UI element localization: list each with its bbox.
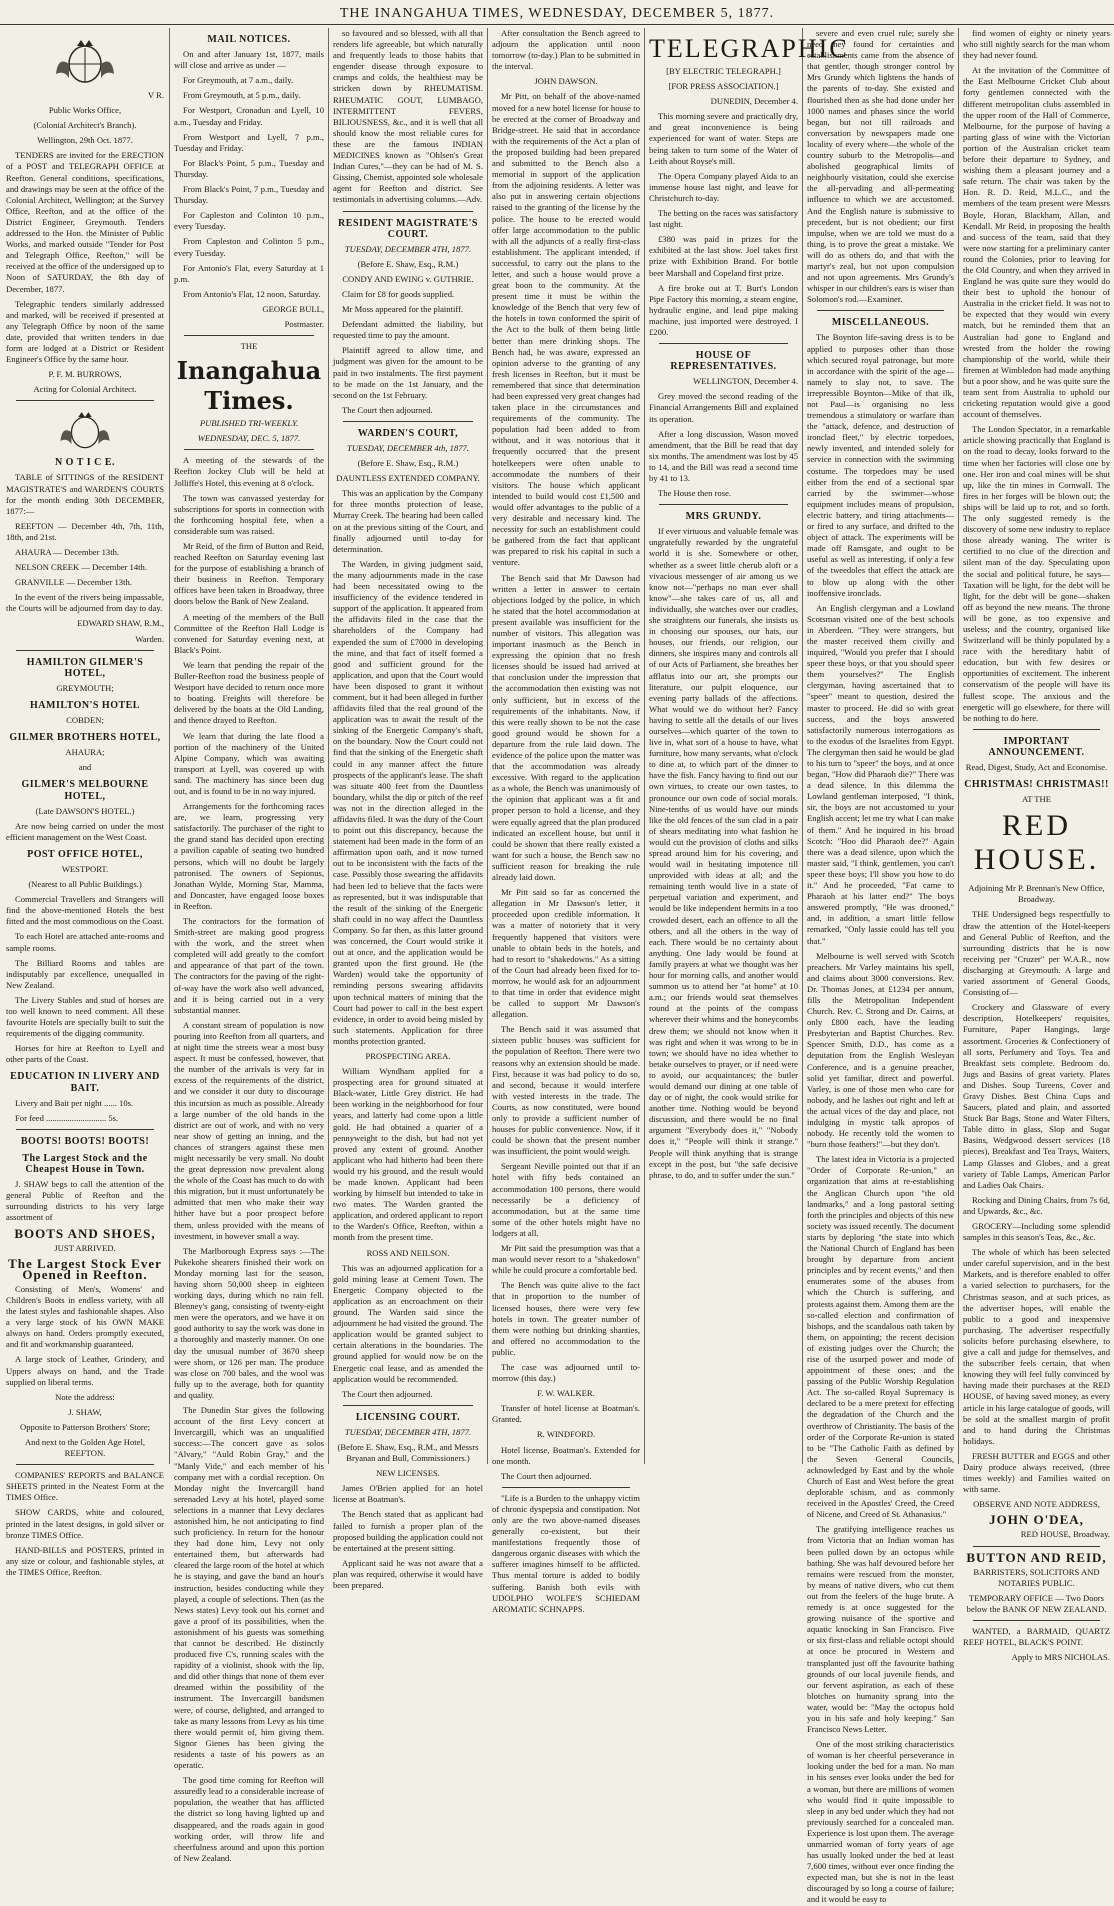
court-date: TUESDAY, DECEMBER 4TH, 1877. [344, 1426, 472, 1437]
red-house-location: RED HOUSE, Broadway. [1020, 1529, 1110, 1540]
hotel-location: AHAURA; [65, 747, 105, 758]
firm-name: BUTTON AND REID, [966, 1549, 1107, 1565]
tenders-notice: TENDERS are invited for the ERECTION of a POST and TELEGRAPH OFFICE at Reefton. General conditions, specifications, and drawings may be seen at the office of the Colonial Architect, Wellington; at the Survey Office, Reefton, and at the office of the District Engineer, Greymouth. Tenders addressed to the Hon. the Minister of Public Works, and marked outside "Tender for Post and Telegraph Office, Reefton," will be received at the office of the undersigned up to Noon of SATURDAY, the 8th day of December, 1877. [6, 150, 164, 294]
misc-item: Melbourne is well served with Scotch preachers. Mr Varley maintains his spell, and claims about 3000 conversions. Rev. Dr. Thomas Jones, at £1234 per annum, fills the Metropolitan Independent Church. Rev. C. Strong and Dr. Cairns, at only £800 each, have the leading Presbyterian and Baptist Churches. Rev. Spencer Smith, D.D., has come as a deputation from the English Wesleyan Conference, and is a genuine preacher, solid yet familiar, direct and powerful. Varley, is one of those men who care for nobody, and he lashes out right and left at the actual vices of the day and place, not indulging in mystic talk apropos of nobody. He recently told the women to "burn those feathers!"—but they don't. [807, 950, 954, 1150]
column-6 [807, 28, 954, 1905]
court-text: The Bench said that Mr Dawson had written a letter in answer to certain objections lodged by the police, in which he stated that the hotel accommodation at present available was insufficient for the number of visitors. This allegation was important inasmuch as the Bench in expressing the opinion that no fresh licenses should be issued had arrived at that conclusion under the impression that the accommodation then existing was not only sufficient, but in excess of the requirements of the inhabitants. Now, if this were really shown to be not the case good ground would be shown for a departure from the rule laid down. The evidence of the police upon the matter was that the accommodation was already excessive. With regard to the application as a whole, the Bench was unanimously of the opinion that applicant was a fit and proper person to hold a license, and they were equally agreed that the plan produced indicated an excellent house, but until it could be shown that there really existed a want for such a house, the Bench saw no sufficient reason for breaking the rule already laid down. [492, 572, 640, 883]
signature: EDWARD SHAW, R.M., [77, 618, 164, 629]
conjunction: and [78, 762, 92, 773]
signature-title: Acting for Colonial Architect. [33, 384, 137, 395]
hotel-text: Are now being carried on under the most efficient management on the West Coast. [6, 820, 164, 842]
court-text: The Court then adjourned. [342, 404, 433, 415]
telegraphic-source: [FOR PRESS ASSOCIATION.] [668, 81, 779, 92]
column-7 [963, 28, 1110, 1663]
column-1 [6, 28, 165, 1577]
divider [973, 1546, 1100, 1547]
boots-text: J. SHAW begs to call the attention of the general Public of Reefton and the surrounding districts to his very large assortment of [6, 1179, 164, 1223]
court-text: Applicant said he was not aware that a plan was required, otherwise it would have been prepared. [333, 1557, 483, 1590]
misc-item: An English clergyman and a Lowland Scotsman visited one of the best schools in Aberdeen. "They were strangers, but the master received them civilly and inquired, "Would you prefer that I should speer these boys, or that you should speer them yourselves?" The English clergyman, having ascertained that to "speer" meant to question, desired the master to proceed. He did so with great success, and the boys answered satisfactorily numerous interrogations as to the exodus of the Israelites from Egypt. The clergyman then said he would be glad to his turn to "speer" the boys, and at once began, "How did Pharaoh die?" There was a dead silence. In this dilemma the Lowland gentleman interposed, "I think, sir, the boys are not accustomed to your English accent; let me try what I can make of them." And he inquired in his broad Scotch: "Hoo did Pharaoh dee?" Again there was a dead silence, upon which the master said, "I think, gentlemen, you can't speer these boys; I'll show you how to do it." And he proceeded, "Fat came to Pharaoh at his latter end?" The boys answered promptly, "He was drooned," and, in addition, a smart little fellow remarked, "Only lassie could has tell you that." [807, 602, 954, 946]
mail-line: From Capleston and Colinton 5 p.m., every Tuesday. [174, 236, 324, 258]
red-house-title: RED HOUSE. [973, 809, 1100, 877]
divider [184, 335, 314, 336]
boots-note: Note the address: [55, 1391, 115, 1402]
case-title: DAUNTLESS EXTENDED COMPANY. [336, 473, 480, 484]
court-text: Sergeant Neville pointed out that if an hotel with fifty beds contained an accommodation 100 persons, there would necessarily be a deficiency of accommodation, but at the same time some of the other hotels might have no lodgers at all. [492, 1161, 640, 1238]
court-heading: RESIDENT MAGISTRATE'S COURT. [338, 217, 478, 240]
local-item: Mr Reid, of the firm of Button and Reid, reached Reefton on Saturday evening last for the purpose of establishing a branch of their business in Reefton. Temporary offices have been taken in Broadway, three doors below the Bank of New Zealand. [174, 541, 324, 607]
mail-line: For Westport, Cronadun and Lyell, 10 a.m., Tuesday and Friday. [174, 105, 324, 127]
printing-ad: HAND-BILLS and POSTERS, printed in any size or colour, and fashionable styles, at the TIMES Office, Reefton. [6, 1544, 164, 1577]
printing-ad: SHOW CARDS, white and coloured, printed in the latest designs, in gold silver or bronze TIMES Office. [6, 1507, 164, 1540]
court-text: Hotel license, Boatman's. Extended for one month. [492, 1444, 640, 1466]
office-date: Wellington, 29th Oct. 1877. [37, 135, 133, 146]
christmas-heading: CHRISTMAS! CHRISTMAS!! [964, 779, 1109, 791]
court-text: William Wyndham applied for a prospecting area for ground situated at Black-water, Little Grey district. He had been working in the neighborhood for four years, and latterly had come upon a little gold. He had obtained a quarter of a pennyweight to the dish, but had not yet proved any extent of ground. Another applicant who had hitherto had been there would try his ground, and the result would be made known. Applicant had been working by himself but intended to take in two mates. The Warden granted the application, and ordered applicant to report to the Warden's Office, Reefton, within a month from the present time. [333, 1066, 483, 1243]
court-heading: WARDEN'S COURT, [357, 427, 459, 439]
signature-title: Postmaster. [284, 318, 324, 329]
case-title: F. W. WALKER. [537, 1388, 595, 1399]
hotel-location: GREYMOUTH; [56, 682, 114, 693]
boots-address: Opposite to Patterson Brothers' Store; [20, 1421, 150, 1432]
dateline: DUNEDIN, December 4. [710, 96, 798, 107]
red-house-text: Crockery and Glassware of every description, Hotelkeepers' requisites, Furniture, Paper Hangings, large assortment. Groceries & Confectionery of all sorts, Perfumery and Toys. Tea and Breakfast sets complete. Bedroom do. Jugs and Basins of great variety. Plates and Dishes. Soup Tureens, Cover and Gravy Dishes. Best China Cups and Saucers, plated and plain, and assorted Stuck Bar Bags, Stone and Water Filters, Table ditto in glass, Slop and Sugar Basins, Wedgwood dessert services (18 pieces), Breakfast and Tea Trays, Waiters, Lamp Glasses and Globes, and a great variety of Table Lamps, American Parlor and Ladies Oak Chairs. [963, 1002, 1110, 1190]
announcement-heading: IMPORTANT ANNOUNCEMENT. [988, 735, 1085, 758]
red-house-text: Rocking and Dining Chairs, from 7s 6d, and Upwards, &c., &c. [963, 1194, 1110, 1216]
hotel-location: COBDEN; [66, 715, 104, 726]
mail-line: From Greymouth, at 5 p.m., daily. [183, 90, 301, 101]
sitting-ahaura: AHAURA — December 13th. [15, 547, 120, 557]
nameplate-the: THE [240, 341, 258, 352]
red-house-text: THE Undersigned begs respectfully to draw the attention of the Hotel-keepers and General Public of Reefton, and the surrounding districts that he is now receiving per "Cruzer" per W.A.R., now discharging at Greymouth. A large and varied assortment of General Goods, Consisting of— [963, 909, 1110, 998]
sitting-reefton: REEFTON — December 4th, 7th, 11th, 18th, and 21st. [6, 520, 164, 542]
notice-heading: N O T I C E. [54, 457, 116, 469]
dateline: WELLINGTON, December 4. [693, 376, 798, 387]
telegraphic-sub: [BY ELECTRIC TELEGRAPH.] [666, 66, 781, 76]
parliament-heading: HOUSE OF REPRESENTATIVES. [670, 350, 777, 373]
telegram-item: After a long discussion, Wason moved amendment, that the Bill be read that day six months. The amendment was lost by 45 to 14, and the Bill was read a second time by 41 to 13. [649, 428, 798, 483]
court-text: James O'Brien applied for an hotel license at Boatman's. [333, 1483, 483, 1505]
court-text: The Bench was quite alive to the fact that in proportion to the number of licensed houses, there were very few hotels in town. The greater number of them were nothing but drinking shanties, and offered no accommodation to the public. [492, 1280, 640, 1357]
local-item: We learn that pending the repair of the Buller-Reefton road the business people of Westport have decided to return once more to boating. Freights will therefore be delivered by the boats at the Old Landing, and thence drayed to Reefton. [174, 659, 324, 726]
mail-line: For Capleston and Colinton 10 p.m., every Tuesday. [174, 210, 324, 232]
divider [973, 1620, 1100, 1621]
local-item: We learn that during the late flood a portion of the machinery of the United Alpine Company, which was awaiting transport at Lyell, was covered up with sand. The machinery has since been dug out, and is found to be in no way injured. [174, 730, 324, 796]
boots-display: The Largest Stock Ever Opened in Reefton. [8, 1255, 162, 1282]
local-item: A constant stream of population is now pouring into Reefton from all quarters, and at night time the streets wear a most busy aspect. It must be confessed, however, that the number of the arrivals is very far in excess of the requirements of the district, and we consider it our duty to discourage this incursion as much as possible. Already a large number of the old hands in the district are out of work, and with no very near show of getting an inning, and the chances of strangers against these men might necessarily be very small. No doubt the great depression now prevalent along the whole of the Coast has much to do with this migration, but it must unfortunately be admitted that men who make their way hither have but a poor prospect before them, unless provided with the means of investment, in however small a way. [174, 1019, 324, 1241]
misc-item: The gratifying intelligence reaches us from Victoria that an Indian woman has been pulled down by an octopus while bathing. She was half devoured before her remains were rescued from the monster, by means of native divers, who cut them out from the feelers of the huge brute. A remedy is at once suggested for the growing nuisance of the sportive and aquatic knocking in San Francisco. Five or six first-class and reliable octopi should at once be procured in Western and transplanted just off the favourite bathing grounds of our local juvenile fiends, and our fervent aspiration, as each of these blotches on humanity sprang into the water, would be: "May the octopus hold you in his safe and holy keeping." San Francisco News Letter. [807, 1524, 954, 1735]
court-text: Mr Pitt, on behalf of the above-named moved for a new hotel license for house to be erected at the corner of Broadway and Bridge-street. He said that in accordance with the requirements of the Act a plan of the proposed building had been prepared and submitted to the Bench also a memorial in support of the application from the adjoining residents. A letter was also put in answering certain objections raised to the granting of the license by the police. The house to be erected would offer large accommodation to the public with all the adjuncts of a really first-class establishment. The applicant intended, if successful, to carry out the plans to the letter, and such a house would prove a great boon to the community. At the present time it must be within the knowledge of the Bench that very few of the hotels in town conformed the spirit of the Act to the bulk of them being little better than mere drinking shops. The Bench had, he was aware, expressed an opinion adverse to the granting of any fresh licenses in Reefton, but it must be remembered that since that determination had been expressed very great changes had taken place in the circumstances and requirements of the community. The population had been added to from without, and it was notorious that it frequently occurred that the present hotelkeepers were often unable to accommodate the numbers of their visitors. The house which applicant intended to build would cost £1,500 and would offer advantages to the public of a very desirable and necessary kind. The necessity for such an establishment could be gathered from the fact that applicant was prepared to risk his capital in such a venture. [492, 91, 640, 568]
issue-date: WEDNESDAY, DEC. 5, 1877. [197, 433, 301, 444]
divider [16, 1464, 154, 1465]
court-text: The Court then adjourned. [501, 1470, 592, 1481]
case-title: ROSS AND NEILSON. [366, 1247, 450, 1258]
hotel-text: Horses for hire at Reefton to Lyell and other parts of the Coast. [6, 1043, 164, 1065]
court-text: Mr Pitt said the presumption was that a man would never resort to a "shakedown" while he could procure a comfortable bed. [492, 1243, 640, 1276]
court-text: Defendant admitted the liability, but requested time to pay the amount. [333, 319, 483, 341]
signature-title: Warden. [135, 633, 164, 644]
column-divider [644, 28, 645, 1464]
court-text: Mr Pitt said so far as concerned the allegation in Mr Dawson's letter, it proceeded upon credible information. It was a matter of notoriety that it very frequently happened that visitors were unable to obtain beds in the hotels, and had to resort to "shakedowns." As a sitting of the Court had already been fixed for to-morrow, he would ask for an adjournment to that time in order that evidence might be called to support Mr Dawson's allegation. [492, 887, 640, 1020]
essay-text: severe and even cruel rule; surely she need they found for certainties and establishments came from the absence of that gentler, though stronger control by Mrs Grundy which lightens the hands of the parents of to-day. She existed and flourished then as she had done under her 1000 names and phases since the world began, but not till railroads and conversation by newspapers made one locality of every where—the whole of the country suburb to the Metropolis—and abolished geographical limits of neighbourly visitation, could she exercise the all-pervading and all-permeating influence to which we are accustomed. And the English nature is submissive to precedent, but is not obedient; our first impulse, when we are told we must do a thing, is to prove the great a mistake. We will do as others do, and that with the martyr's zeal, but not upon compulsion and not upon agreements. Mrs Grundy's whisper in our children's ears is wiser than Solomon's rod.—Examiner. [807, 28, 954, 305]
court-date: TUESDAY, DECEMBER 4th, 1877. [347, 443, 469, 453]
mail-line: For Antonio's Flat, every Saturday at 1 p.m. [174, 262, 324, 284]
court-text: Transfer of hotel license at Boatman's. Granted. [492, 1403, 640, 1425]
divider [659, 504, 788, 505]
case-title: PROSPECTING AREA. [365, 1050, 451, 1061]
column-3 [333, 28, 483, 1590]
court-text: Plaintiff agreed to allow time, and judgment was given for the amount to be paid in two instalments. The first payment to be made on the 1st January, and the second on the 1st February. [333, 345, 483, 400]
divider [184, 449, 314, 450]
hotel-text: To each Hotel are attached ante-rooms and sample rooms. [6, 931, 164, 953]
boots-address: And next to the Golden Age Hotel, REEFTON. [24, 1437, 146, 1459]
divider [343, 421, 473, 422]
telegraphic-tenders: Telegraphic tenders similarly addressed and marked, will be received if presented at any Telegraph Office by noon of the same date, provided that written tenders in due form are lodged at a District or Resident Engineer's Office by the same hour. [6, 298, 164, 365]
misc-item: The latest idea in Victoria is a projected "Order of Corporate Re-union," an organization that aims at re-establishing the Anglican Church upon "the old landmarks," and a long pastoral setting forth the principles and objects of this new society was issued recently. The document starts by deploring "the state into which the National Church of England has been brought by departure from ancient principles and by recent events," and then enumerates some of the abuses from which the Church is suffering, and protests against them. Among them are the so-called election and confirmation of bishops, and the scandalous oath taken by them, on appointing; the recent decision of existing judges over the Church; the rise of the usurped power and mode of appointment of these ones; and the passing of the Public Worship Regulation Act. The so-called Royal Supremacy is declared to be a mere pretext for effecting the degradation of the Church and the overthrow of Christianity. The basis of the order of the Corporate Re-union is stated to be "The Catholic Faith as defined by the Seven General Councils, acknowledged by East and by the whole Church of East and West before the great deplorable schism, and as commonly received in the Apostles' Creed, the Creed of Nicene, and Creed of St. Athanasius." [807, 1154, 954, 1520]
masthead-rule [0, 24, 1114, 25]
local-item: A meeting of the stewards of the Reefton Jockey Club will be held at Jolliffe's Hotel, this evening at 8 o'clock. [174, 455, 324, 488]
court-text: Claim for £8 for goods supplied. [342, 288, 455, 299]
hotel-note: (Nearest to all Public Buildings.) [28, 879, 142, 890]
local-item: The town was canvassed yesterday for subscriptions for sports in connection with the forthcoming hospital fete, when a considerable sum was raised. [174, 492, 324, 536]
misc-item: At the invitation of the Committee of the East Melbourne Cricket Club about forty gentlemen connected with the different metropolitan clubs assembled in the upper room of the Hall of Commerce, Melbourne, for the purpose of having a parting glass of wine with the Victorian portion of the Australian cricket team before their departure to Sydney, and wishing them a pleasant journey and a safe return. The chair was taken by the Hon. R. D. Reid, M.L.C., and the members of the team present were Messrs Boyle, Horan, Blackham, Allan, and Kendall. Mr Reid, in proposing the health and success of the team, said that they were now starting for a preliminary canter round the Colonies, prior to leaving for the Old Country, and when they arrived in England he was quite sure they would do their best to uphold the honour of Australia in the cricket field. It was not to be expected that they would win every match, but he reminded them that an Australian had gone to England and wrested from the holder the rowing championship of the world, while their firemen at Wimbledon had made anything but a poor show, and he was quite sure the team sent from Australia to uphold our cricketing reputation would give a good account of themselves. [963, 65, 1110, 420]
divider [502, 1487, 630, 1488]
court-date: TUESDAY, DECEMBER 4TH, 1877. [344, 243, 472, 254]
divider [973, 729, 1100, 730]
telegram-item: Grey moved the second reading of the Financial Arrangements Bill and explained its operation. [649, 391, 798, 424]
court-text: The Court then adjourned. [342, 1388, 433, 1399]
wanted-ad: WANTED, a BARMAID, QUARTZ REEF HOTEL, BLACK'S POINT. [963, 1626, 1110, 1648]
royal-crest-icon [50, 34, 120, 86]
local-item: The good time coming for Reefton will assuredly lead to a considerable increase of population, the weather that has afflicted the district so long having lighted up and disappeared, and the roads again in good working order, will throw life and cheerfulness around and upon this portion of New Zealand. [174, 1775, 324, 1863]
mail-line: From Antonio's Flat, 12 noon, Saturday. [183, 288, 321, 299]
boots-heading: BOOTS! BOOTS! BOOTS! [20, 1135, 150, 1147]
court-text: The Warden, in giving judgment said, the many adjournments made in the case had been necessitated owing to the insufficiency of the evidence tendered in support of the application. It appeared from the affidavits filed in the case that the shareholders of the Company had expended the sum of £7000 in developing the mine, and that fact of itself formed a good and sufficient ground for the application, and upon that the Court would have been disposed to grant it without comment, but it had been alleged in further affidavits filed that the real ground of the application was to await the result of the sinking of the Energetic Company's shaft, on the boundary. Now the Court could not find that the sinking of the Energetic shaft could in any manner affect the future prospects of the applicant's lease. The shaft was situate 400 feet from the Dauntless boundary, whilst the dip or pitch of the reef was not in the direction alleged in the affidavits filed. It was the duty of the Court to point out this discrepancy, because the statement had been made in the form of an affirmation upon oath, and it now turned out to be inconsistent with the facts of the case. Possibly those swearing the affidavits had been led to believe that the facts were as represented, but it was indisputable that the result of the sinking of the Energetic shaft could in no way affect the Dauntless Company. So far then, as this latter ground was concerned, the Court would strike it out at once, and the application would be granted upon the first ground. He (the Warden) would take the opportunity of reminding persons swearing affidavits upon technical matters of mining that the Court had power to call in the best expert evidence, in order to avoid being misled by such statements. Application for three months protection granted. [333, 558, 483, 1046]
livery-heading: EDUCATION IN LIVERY AND BAIT. [10, 1071, 160, 1094]
essay-text: If ever virtuous and valuable female was ungratefully rewarded by the ungrateful world it is she. Somewhere or other, whether as a sweet little cherub aloft or a vivacious messenger of air among us we know not—"perhaps no man ever shall know"—she takes care of us, all and individually, she watches over our cradles, she straightens our funerals, she insists us in choosing our spouses, our hats, our houses, our friends, our religion, our dinners, she inspires many and controls all of our Acts of Parliament, she breathes her afflatus into our art, she prompts our literature, our pulpit eloquence, our evening party ballads of the affections. What would we do without her? Fancy having to settle all the details of our lives ourselves—which quarter of the town to live in, what sort of a house to have, what furniture, how many servants, what o'clock to dine at, to which part of the dinner to have the fish. Fancy having to find out our own virtues, to create our own tastes, to pronounce our own code of social morals. Nine-tenths of us would have our minds like the old fences of the sun clad in a pair of shears meditating into what fashion he would cut the provision of cloths and silks spread around him for his covering, and would wail in hesitating impotence till unprovided with ideas at all; and the remaining tenth would live in a state of perpetual variation and experiment, and would be like independent hermits in a too crowded desert, each an offence to all the others, and all the others in the way of each. There would be no certainty about anything. One lady would be found at family prayers at what we thought was her hour for morning calls, and another would summon us to attend her "at home" at 10 a.m.; our friends would seat themselves round at the points of the compass wherever their whims and the honeycombs drew them; we should not know when it was right and when it was wrong to be in town; we should have no idea whether to betake ourselves to prayer, or if need were to avoid, our acquaintances; the butler would demand our dining at one table of day or of night, the cook would strike for another time. Nothing would be beyond discussion, and there would be no final argument "Everybody does it," "Nobody does it," "People will think it strange." People will think anything that is strange except in the post, but "the safe decisive phrase, to do, and to suffer under the sun." [649, 526, 798, 1180]
court-text: This was an application by the Company for three months protection of lease, Murray Creek. The hearing had been called on at the previous sitting of the Court, and finally adjourned until to-day for determination. [333, 488, 483, 554]
sitting-granville: GRANVILLE — December 13th. [15, 577, 132, 588]
livery-price: Livery and Bait per night ...... 10s. [15, 1097, 134, 1108]
telegram-item: £380 was paid in prizes for the exhibited at the last show. Joel takes first prize with Exhibition Brand. For bottle beer Marshall and Copeland first prize. [649, 234, 798, 278]
hotel-text: The Billiard Rooms and tables are indisputably par excellence, unequalled in New Zealand. [6, 957, 164, 990]
announcement-tagline: Read, Digest, Study, Act and Economise. [965, 762, 1108, 772]
nameplate-subtitle: PUBLISHED TRI-WEEKLY. [199, 418, 299, 429]
boots-subheading: The Largest Stock and the Cheapest House in Town. [22, 1152, 148, 1176]
misc-item: The Boynton life-saving dress is to be applied to purposes other than those which secured royal patronage, but more in accordance with the spirit of the age—namely to slay not, to save. The irrepressible Boynton—Mike of that ilk, not Paul—is organising no less tremendous a stimulatory or warfare than the "attack, defence, and destruction of ironclad fleet," by electric torpedoes, newly invented, and intended solely for service in connection with the swimming costume. The torpedoes may be used either from the end of a sectional spar carried by the swimmer—whose equipment includes means of propulsion, electric battery, and tiring attachments—or fired to any surface, and drifted to the object of attack. The experiments will be made off Ramsgate, and ought to be useful as well as interesting, if only a few of the tweedoles that effect the attack are to blow up along with the other inoffensive ironclads. [807, 332, 954, 598]
court-bench: (Before E. Shaw, Esq., R.M.) [357, 458, 459, 469]
hotel-text: The Livery Stables and stud of horses are too well known to need comment. All these favourite Hotels are specially built to suit the requirements of the digging community. [6, 994, 164, 1039]
hotel-text: Commercial Travellers and Strangers will find the above-mentioned Hotels the best fitted and the most commodious on the Coast. [6, 894, 165, 927]
signature: P. F. M. BURROWS, [48, 369, 122, 380]
advert-text: "Life is a Burden to the unhappy victim of chronic dyspepsia and constipation. Not only are the two above-named diseases generally co-existent, but their manifestations frequently those of dangerous organic diseases with which the sufferer imagines himself to be afflicted. Thus mental torture is added to bodily suffering. Banish both evils with UDOLPHO WOLFE'S SCHIEDAM AROMATIC SCHNAPPS. [492, 1492, 640, 1614]
court-text: The Bench stated that as applicant had failed to furnish a proper plan of the proposed building the application could not be entertained at the present sitting. [333, 1509, 483, 1553]
divider [16, 1129, 154, 1130]
office-branch: (Colonial Architect's Branch). [33, 120, 137, 131]
telegram-item: This morning severe and practically dry, and great inconvenience is being experienced for want of water. Steps are being taken to turn some of the Water of Leith about Royse's mill. [649, 111, 798, 166]
firm-role: BARRISTERS, SOLICITORS AND NOTARIES PUBLIC. [973, 1566, 1100, 1588]
mail-line: For Black's Point, 5 p.m., Tuesday and Thursday. [174, 157, 324, 179]
case-title: JOHN DAWSON. [534, 76, 598, 87]
case-title: R. WINDFORD. [536, 1429, 596, 1440]
telegram-item: The House then rose. [658, 488, 732, 499]
advert-text: so favoured and so blessed, with all that renders life agreeable, but which naturally and frequently leads to those habits that engender disease through exposure to cramps and colds, the healthiest may be stricken down by RHEUMATISM. RHEUMATIC GOUT, LUMBAGO, INTERMITTENT FEVERS, BILIOUSNESS, &c., and it is well that all should know the most reliable cures for these are the famous INDIAN MEDICINES known as "Ohlsen's Great Indian Cures,"—they can be had of M. S. Gissing, Chemist, appointed sole wholesale agent for Reefton and district. See testimonials in advertising columns.—Adv. [333, 28, 483, 205]
divider [817, 310, 944, 311]
feed-price: For feed ............................ 5s. [15, 1112, 119, 1123]
at-the: AT THE [1021, 794, 1052, 805]
column-divider [328, 28, 329, 1464]
red-house-note: OBSERVE AND NOTE ADDRESS, [973, 1499, 1100, 1510]
local-item: The Marlborough Express says :—The Pukekohe shearers finished their work on Monday morning last for the season, having shorn 50,000 sheep in eighteen working days, during which no rain fell. Blenney's gang, consisting of twenty-eight men were the operators, and we have it on good authority to say the work was done in a thoroughly and masterly manner. On one day the unusual number of 3670 sheep were shorn, or 126 per man. The produce was close on 700 bales, and the wool was fully up to the average, both for quantity and quality. [174, 1245, 324, 1400]
court-heading: LICENSING COURT. [355, 1411, 461, 1423]
office-name: Public Works Office, [48, 105, 122, 116]
printing-ad: COMPANIES' REPORTS and BALANCE SHEETS printed in the Neatest Form at the TIMES Office. [6, 1470, 164, 1503]
sitting-nelson-creek: NELSON CREEK — December 14th. [15, 562, 147, 573]
red-house-address: Adjoining Mr P. Brennan's New Office, Broadway. [968, 883, 1105, 905]
boots-arrived: JUST ARRIVED. [54, 1242, 116, 1253]
boots-display: BOOTS AND SHOES, [14, 1225, 156, 1241]
essay-heading: MRS GRUNDY. [685, 511, 762, 523]
hotel-heading: HAMILTON'S HOTEL [30, 699, 140, 711]
rivers-note: In the event of the rivers being impassable, the Courts will be adjourned from day to day. [6, 592, 164, 614]
red-house-text: The whole of which has been selected under careful supervision, and in the best Markets, and is therefore enabled to offer a varied selection to purchasers, for the Christmas season, and at such prices, as the advertiser hopes, will enable the public to a good and inexpensive purchasing. The advertiser respectfully solicits before purchasing elsewhere, to give a call and judge for themselves, and the subscriber feels certain, that when knowing they will feel fully convinced by having made their purchases at the RED HOUSE, of having saved money, as every article in his large catalogue of goods, will be sold at the smallest margin of profit and to hand during the Christmas holidays. [963, 1247, 1110, 1446]
misc-item: One of the most striking characteristics of woman is her cheerful perseverance in looking under the bed for a man. No man in his senses ever looks under the bed for a woman, but there are millions of women who would find it quite impossible to sleep in any bed under which they had not previously searched for a concealed man. Experience is lost upon them. The average unmarried woman of forty years of age has usually looked under the bed at least 7,600 times, without ever once finding the expected man, but she is not in the least discouraged by so long a course of failure; and it would be easy to [807, 1739, 954, 1905]
mail-line: For Greymouth, at 7 a.m., daily. [183, 75, 294, 86]
red-house-text: FRESH BUTTER and EGGS and other Dairy produce always received, (three times weekly) and Families waited on with same. [963, 1450, 1110, 1495]
hotel-heading: HAMILTON GILMER'S HOTEL, [26, 656, 144, 679]
misc-item: The London Spectator, in a remarkable article showing practically that England is on the road to decay, looks forward to the time when her factories will close one by one. Her iron and coal mines will be shut up, like the tin mines in Cornwall. The fires in her forges will be blown out; the ships will be laid up to rot, and so forth. The only suggested remedy is the discovery of some new industry to replace those already waning. The writer is certified to no clue of the direction and silent man of the day. Speculating upon the social and political future, he says—Taxation will be light, for the debt will be light, for the debt will be gone—shaken off as beyond the new means. The throne will be gone, as too expensive and useless; and the country, organised like Switzerland will be thinly populated by a race with the hereditary habit of education, but with few desires or opportunities of excitement. The inherent conservatism of the people will have its fullest scope. The anxious and the energetic will go elsewhere, for there will be nothing to do here. [963, 424, 1110, 723]
hotel-location: (Late DAWSON'S HOTEL.) [35, 805, 135, 816]
boots-text: Consisting of Men's, Womens' and Children's Boots in endless variety, with all the latest styles and fashionable shapes. Also a very large stock of his OWN MAKE always on hand. Orders promptly executed, and fit and workmanship guaranteed. [6, 1283, 164, 1350]
mail-heading: MAIL NOTICES. [207, 34, 291, 45]
court-text: Mr Moss appeared for the plaintiff. [342, 304, 464, 315]
hotel-heading: GILMER'S MELBOURNE HOTEL, [21, 779, 149, 802]
mail-line: From Black's Point, 7 p.m., Tuesday and Thursday. [174, 184, 324, 206]
nameplate-title: Inangahua Times. [176, 356, 322, 416]
column-divider [487, 28, 488, 1464]
misc-heading: MISCELLANEOUS. [831, 317, 930, 329]
divider [659, 343, 788, 344]
court-text: The Bench said it was assumed that sixteen public houses was sufficient for the population of Reefton. There were two reasons why an extension should be made. First, because it was bad policy to do so, and second, because it would interfere with vested interests in the trade. The Courts, as now constituted, were bound only to provide a sufficient number of houses for public convenience. Now, if it could be shown that the present number was insufficient, the point would weigh. [492, 1024, 640, 1157]
divider [16, 650, 154, 651]
column-divider [802, 28, 803, 1464]
boots-text: A large stock of Leather, Grindery, and Uppers always on hand, and the Trade supplied on liberal terms. [6, 1354, 164, 1387]
royal-crest-icon [55, 407, 115, 451]
telegram-item: The betting on the races was satisfactory last night. [649, 208, 798, 230]
column-divider [958, 28, 959, 1464]
telegram-item: A fire broke out at T. Burt's London Pipe Factory this morning, a steam engine, hydraulic engine, and lead pipe making machine, just imported were destroyed. I £200. [649, 282, 798, 337]
telegram-item: The Opera Company played Aida to an immense house last night, and leave for Christchurch to-day. [649, 170, 798, 203]
local-item: A meeting of the members of the Bull Committee of the Reefton Hall Lodge is convened for Saturday evening next, at Black's Point. [174, 611, 324, 655]
court-text: The case was adjourned until to-morrow (this day.) [492, 1361, 640, 1384]
court-text: This was an adjourned application for a gold mining lease at Cement Town. The Energetic Company objected to the application as an encroachment on their ground. The Warden said since the adjournment he had visited the ground. The application would be granted subject to certain alterations in the boundaries. The ground applied for would now be on the Energetic coal lease, and as amended the application would be recommended. [333, 1262, 483, 1384]
divider [343, 211, 473, 212]
local-item: Arrangements for the forthcoming races are, we learn, progressing very satisfactorily. The purchaser of the right to the grand stand has decided upon erecting a pavilion capable of seating two hundred persons, which will no doubt be largely patronised. The owners of Sepionus, Jonathan Wylde, Morning Star, Mamma, and Doncaster, have engaged loose boxes in Reefton. [174, 801, 324, 911]
court-bench: (Before E. Shaw, Esq., R.M.) [357, 258, 459, 269]
masthead: THE INANGAHUA TIMES, WEDNESDAY, DECEMBER 5, 1877. [339, 6, 775, 21]
telegraphic-heading: TELEGRAPHIC [649, 34, 849, 63]
mail-line: On and after January 1st, 1877, mails will close and arrive as under — [174, 49, 324, 71]
divider [16, 400, 154, 401]
court-text: After consultation the Bench agreed to adjourn the application until noon tomorrow (to-day.) Plan to be submitted in the interval. [492, 28, 640, 72]
column-4 [492, 28, 640, 1614]
vr-mark: V R. [147, 90, 164, 100]
local-item: The contractors for the formation of Smith-street are making good progress with the work, and the street when completed will add greatly to the comfort and appearance of that part of the town. The contractors for the paving of the right-of-way have the work also well advanced, and it is being carried out in a very substantial manner. [174, 916, 324, 1015]
boots-name: J. SHAW, [68, 1406, 102, 1417]
local-item: The Dunedin Star gives the following account of the first Levy concert at Invercargill, which was an unqualified success:—The concert gave as solos "Alvary," "Auld Robin Gray," and the "Manly Vide," and each member of his company met with a cordial reception. On Monday night the Invercargill band serenaded Levy at his hotel, played some selections in a manner that Levy declares astonished him, he not anticipating to find such proficiency. In return for the honour they had done him, Levy not only entertained them, but afterwards had cleared the large room of the hotel at which he is staying, and gave the band an hour's instruction, besides conducting while they played, a couple of selections. Then (as the News states) Levy took out his cornet and gave a proof of its possibilities, when the astonishment of his guests was something that cannot be described. He distinctly produced five C's, running scales with the rapidity of a violinist, shook with the lip, and did other things that none of them ever dreamed within the possibility of the instrument. The Invercargill bandsmen were, of course, delighted, and arranged to take as many lessons from Levy as his time there would permit of, him giving them. Signor Gienes has been giving the residents a taste of his powers as an operatic. [174, 1405, 324, 1771]
divider [343, 1405, 473, 1406]
column-5 [649, 28, 849, 1464]
red-house-text: GROCERY—Including some splendid samples in this season's Teas, &c., &c. [963, 1221, 1110, 1243]
misc-item: find women of eighty or ninety years who still nightly search for the man whom they had never found. [963, 28, 1110, 61]
case-title: NEW LICENSES. [376, 1468, 440, 1479]
hotel-heading: GILMER BROTHERS HOTEL, [9, 732, 161, 744]
sittings-table: TABLE of SITTINGS of the RESIDENT MAGISTRATE'S and WARDEN'S COURTS for the month ending 30th DECEMBER, 1877:— [6, 472, 164, 516]
proprietor-name: JOHN O'DEA, [989, 1512, 1084, 1528]
court-bench: (Before E. Shaw, Esq., R.M., and Messrs Bryanan and Bull, Commissioners.) [337, 1441, 479, 1464]
mail-line: From Westport and Lyell, 7 p.m., Tuesday and Friday. [174, 131, 324, 153]
hotel-heading: POST OFFICE HOTEL, [27, 848, 143, 860]
column-2 [174, 28, 324, 1863]
hotel-location: WESTPORT. [61, 863, 109, 874]
firm-office: TEMPORARY OFFICE — Two Doors below the BANK OF NEW ZEALAND. [966, 1592, 1107, 1614]
column-divider [169, 28, 170, 1464]
case-title: CONDY AND EWING v. GUTHRIE. [342, 273, 474, 284]
wanted-contact: Apply to MRS NICHOLAS. [1011, 1652, 1110, 1663]
signature: GEORGE BULL, [262, 303, 324, 314]
